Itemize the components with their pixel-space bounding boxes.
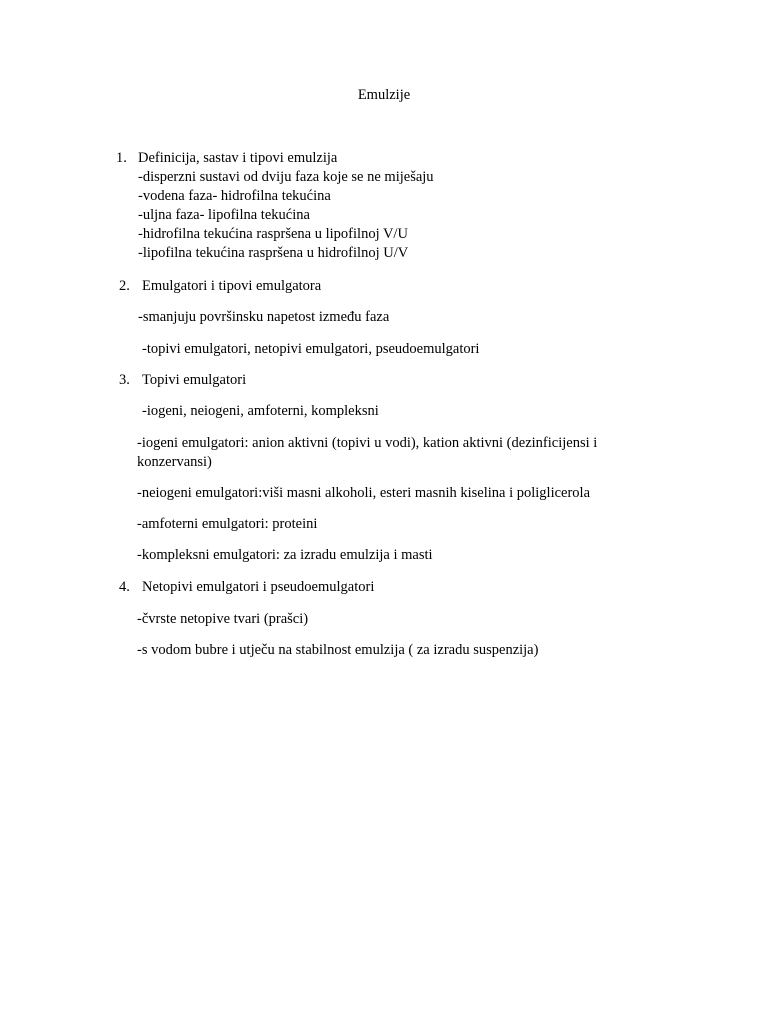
section-3-line-5: -amfoterni emulgatori: proteini bbox=[137, 516, 318, 532]
section-3-line-6: -kompleksni emulgatori: za izradu emulzija i masti bbox=[137, 547, 433, 563]
section-1-heading: Definicija, sastav i tipovi emulzija bbox=[138, 150, 338, 166]
section-2-line-2: -topivi emulgatori, netopivi emulgatori, pseudoemulgatori bbox=[142, 341, 480, 357]
section-3-number: 3. bbox=[119, 372, 130, 388]
section-4-line-1: -čvrste netopive tvari (prašci) bbox=[137, 611, 309, 627]
section-1-line-2: -vodena faza- hidrofilna tekućina bbox=[138, 188, 331, 204]
section-4-line-2: -s vodom bubre i utječu na stabilnost emulzija ( za izradu suspenzija) bbox=[137, 642, 539, 658]
section-1-number: 1. bbox=[116, 150, 127, 166]
section-3-line-2: -iogeni emulgatori: anion aktivni (topivi u vodi), kation aktivni (dezinficijensi i bbox=[137, 435, 598, 451]
section-3-line-4: -neiogeni emulgatori:viši masni alkoholi, esteri masnih kiselina i poliglicerola bbox=[137, 485, 591, 501]
section-3-line-3: konzervansi) bbox=[137, 454, 212, 470]
section-3-line-1: -iogeni, neiogeni, amfoterni, kompleksni bbox=[142, 403, 379, 419]
document-title: Emulzije bbox=[357, 87, 411, 103]
section-2-heading: Emulgatori i tipovi emulgatora bbox=[142, 278, 322, 294]
section-3-heading: Topivi emulgatori bbox=[142, 372, 247, 388]
section-2-number: 2. bbox=[119, 278, 130, 294]
section-1-line-4: -hidrofilna tekućina raspršena u lipofilnoj V/U bbox=[138, 226, 408, 242]
section-1-line-1: -disperzni sustavi od dviju faza koje se ne miješaju bbox=[138, 169, 434, 185]
section-4-heading: Netopivi emulgatori i pseudoemulgatori bbox=[142, 579, 375, 595]
section-4-number: 4. bbox=[119, 579, 130, 595]
section-1-line-3: -uljna faza- lipofilna tekućina bbox=[138, 207, 310, 223]
section-2-line-1: -smanjuju površinsku napetost između faza bbox=[138, 309, 390, 325]
section-1-line-5: -lipofilna tekućina raspršena u hidrofilnoj U/V bbox=[138, 245, 409, 261]
